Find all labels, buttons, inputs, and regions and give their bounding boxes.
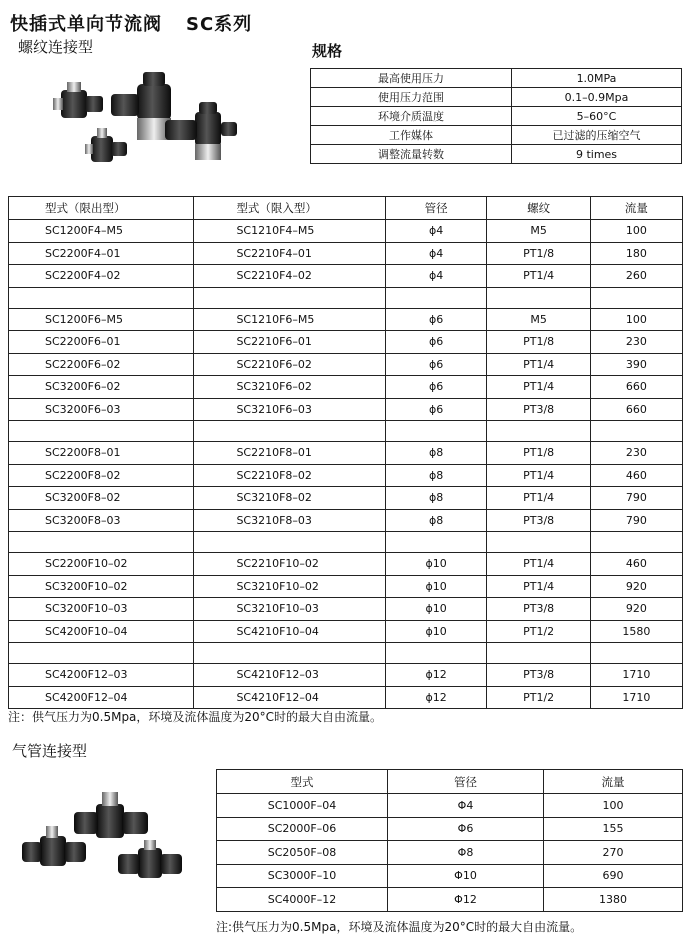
flow-rate: 260 [590,265,682,288]
model-restrict-in: SC4210F10–04 [194,620,385,643]
model-restrict-out: SC2200F6–01 [9,331,194,354]
tube-diameter: ϕ6 [385,353,487,376]
tube-diameter: ϕ12 [385,686,487,709]
table-row [9,442,683,465]
spec-label: 工作媒体 [311,126,512,145]
empty-cell [194,643,385,664]
spec-table [310,68,682,164]
model-restrict-out: SC3200F6–03 [9,398,194,421]
flow-rate: 270 [544,841,683,865]
model-restrict-in: SC2210F4–02 [194,265,385,288]
flow-rate: 100 [544,794,683,818]
spec-label: 调整流量转数 [311,145,512,164]
table-row [9,575,683,598]
table-row [217,841,683,865]
table-row [9,553,683,576]
flow-rate: 460 [590,553,682,576]
spec-value: 1.0MPa [512,69,682,88]
col-header-restrict-in: 型式（限入型） [194,197,385,220]
model-restrict-out: SC2200F6–02 [9,353,194,376]
model-restrict-out: SC1200F4–M5 [9,220,194,243]
model-restrict-in: SC2210F4–01 [194,242,385,265]
tube-diameter: ϕ10 [385,575,487,598]
model-restrict-in: SC3210F10–02 [194,575,385,598]
flow-rate: 390 [590,353,682,376]
model-restrict-in: SC3210F6–03 [194,398,385,421]
table-row [9,242,683,265]
tube-diameter: Φ6 [388,817,544,841]
table-row [9,464,683,487]
empty-cell [194,421,385,442]
thread-size: PT1/4 [487,553,590,576]
table-row [9,598,683,621]
thread-size: PT1/4 [487,575,590,598]
model-restrict-in: SC1210F6–M5 [194,308,385,331]
table-row [9,331,683,354]
model-restrict-out: SC2200F4–02 [9,265,194,288]
footnote-air: 注:供气压力为0.5Mpa，环境及流体温度为20°C时的最大自由流量。 [216,920,583,934]
flow-rate: 155 [544,817,683,841]
empty-cell [487,421,590,442]
spec-value: 9 times [512,145,682,164]
tube-diameter: ϕ8 [385,509,487,532]
spec-heading: 规格 [312,42,343,60]
col-header-flow: 流量 [590,197,682,220]
tube-diameter: ϕ4 [385,242,487,265]
model-restrict-in: SC2210F8–02 [194,464,385,487]
col-header-flow: 流量 [544,770,683,794]
model-restrict-in: SC2210F10–02 [194,553,385,576]
empty-cell [590,532,682,553]
spec-label: 最高使用压力 [311,69,512,88]
table-row [217,794,683,818]
flow-rate: 1710 [590,664,682,687]
tube-diameter: ϕ4 [385,265,487,288]
model-restrict-in: SC3210F10–03 [194,598,385,621]
empty-cell [9,421,194,442]
model-restrict-out: SC4200F12–03 [9,664,194,687]
model-restrict-out: SC1200F6–M5 [9,308,194,331]
tube-diameter: Φ12 [388,888,544,912]
model-restrict-out: SC3200F8–03 [9,509,194,532]
group-separator-row [9,287,683,308]
thread-size: PT3/8 [487,598,590,621]
tube-valves-photo [18,790,193,890]
model: SC2000F–06 [217,817,388,841]
empty-cell [590,287,682,308]
spec-label: 使用压力范围 [311,88,512,107]
empty-cell [9,287,194,308]
model-restrict-in: SC3210F6–02 [194,376,385,399]
tube-diameter: ϕ10 [385,598,487,621]
tube-diameter: ϕ10 [385,553,487,576]
table-row [217,864,683,888]
tube-diameter: ϕ8 [385,442,487,465]
thread-size: PT3/8 [487,509,590,532]
air-table-body [217,794,683,912]
model-restrict-in: SC2210F6–01 [194,331,385,354]
model-restrict-out: SC3200F8–02 [9,487,194,510]
thread-table-body [9,220,683,709]
thread-size: PT1/8 [487,442,590,465]
tube-diameter: Φ10 [388,864,544,888]
thread-size: PT3/8 [487,664,590,687]
tube-diameter: ϕ6 [385,331,487,354]
empty-cell [385,643,487,664]
empty-cell [385,287,487,308]
flow-rate: 690 [544,864,683,888]
tube-diameter: ϕ8 [385,487,487,510]
flow-rate: 660 [590,376,682,399]
thread-size: PT3/8 [487,398,590,421]
model-restrict-out: SC2200F10–02 [9,553,194,576]
tube-diameter: ϕ10 [385,620,487,643]
model-restrict-in: SC3210F8–03 [194,509,385,532]
table-row [217,888,683,912]
flow-rate: 230 [590,442,682,465]
spec-label: 环境介质温度 [311,107,512,126]
group-separator-row [9,532,683,553]
model-restrict-in: SC2210F6–02 [194,353,385,376]
spec-row [311,145,682,164]
col-header-tube-dia: 管径 [385,197,487,220]
model-restrict-out: SC2200F8–01 [9,442,194,465]
table-row [9,620,683,643]
table-row [9,686,683,709]
thread-size: PT1/4 [487,353,590,376]
model-restrict-in: SC3210F8–02 [194,487,385,510]
product-name: 快插式单向节流阀 [10,14,162,35]
flow-rate: 1710 [590,686,682,709]
col-header-tube-dia: 管径 [388,770,544,794]
col-header-restrict-out: 型式（限出型） [9,197,194,220]
tube-diameter: ϕ4 [385,220,487,243]
col-header-thread: 螺纹 [487,197,590,220]
spec-row [311,69,682,88]
table-row [9,308,683,331]
flow-rate: 1580 [590,620,682,643]
group-separator-row [9,643,683,664]
air-model-table [216,769,683,912]
flow-rate: 460 [590,464,682,487]
spec-row [311,88,682,107]
flow-rate: 230 [590,331,682,354]
model-restrict-out: SC4200F10–04 [9,620,194,643]
tube-diameter: Φ4 [388,794,544,818]
footnote-thread: 注：供气压力为0.5Mpa，环境及流体温度为20°C时的最大自由流量。 [8,710,383,724]
empty-cell [194,532,385,553]
tube-diameter: ϕ6 [385,398,487,421]
spec-row [311,126,682,145]
flow-rate: 920 [590,575,682,598]
model-restrict-in: SC4210F12–04 [194,686,385,709]
air-table-header-row [217,770,683,794]
model-restrict-out: SC2200F8–02 [9,464,194,487]
model-restrict-out: SC2200F4–01 [9,242,194,265]
flow-rate: 920 [590,598,682,621]
model-restrict-out: SC3200F10–02 [9,575,194,598]
model-restrict-out: SC4200F12–04 [9,686,194,709]
flow-rate: 180 [590,242,682,265]
product-series: SC系列 [186,14,253,35]
empty-cell [590,421,682,442]
table-row [9,664,683,687]
thread-size: PT1/4 [487,265,590,288]
flow-rate: 1380 [544,888,683,912]
spec-row [311,107,682,126]
flow-rate: 100 [590,308,682,331]
model: SC4000F–12 [217,888,388,912]
thread-size: M5 [487,220,590,243]
thread-size: PT1/4 [487,464,590,487]
flow-rate: 790 [590,487,682,510]
table-row [9,220,683,243]
model: SC1000F–04 [217,794,388,818]
tube-diameter: ϕ6 [385,376,487,399]
empty-cell [385,421,487,442]
thread-table-header-row [9,197,683,220]
thread-size: PT1/4 [487,487,590,510]
model: SC3000F–10 [217,864,388,888]
thread-size: PT1/2 [487,620,590,643]
tube-diameter: Φ8 [388,841,544,865]
tube-diameter: ϕ12 [385,664,487,687]
model-restrict-in: SC4210F12–03 [194,664,385,687]
threaded-valves-photo [45,62,270,184]
table-row [217,817,683,841]
model-restrict-in: SC2210F8–01 [194,442,385,465]
table-row [9,353,683,376]
section-title-air: 气管连接型 [12,742,88,760]
empty-cell [9,643,194,664]
thread-size: M5 [487,308,590,331]
thread-size: PT1/8 [487,331,590,354]
tube-diameter: ϕ8 [385,464,487,487]
spec-table-body [311,69,682,164]
empty-cell [487,643,590,664]
empty-cell [194,287,385,308]
empty-cell [590,643,682,664]
tube-diameter: ϕ6 [385,308,487,331]
model-restrict-out: SC3200F10–03 [9,598,194,621]
section-title-thread: 螺纹连接型 [18,38,94,56]
thread-size: PT1/2 [487,686,590,709]
table-row [9,398,683,421]
empty-cell [487,532,590,553]
model-restrict-out: SC3200F6–02 [9,376,194,399]
flow-rate: 790 [590,509,682,532]
group-separator-row [9,421,683,442]
model-restrict-in: SC1210F4–M5 [194,220,385,243]
empty-cell [385,532,487,553]
thread-size: PT1/4 [487,376,590,399]
flow-rate: 100 [590,220,682,243]
thread-model-table [8,196,683,709]
spec-value: 5–60°C [512,107,682,126]
spec-value: 已过滤的压缩空气 [512,126,682,145]
col-header-model: 型式 [217,770,388,794]
spec-value: 0.1–0.9Mpa [512,88,682,107]
table-row [9,265,683,288]
table-row [9,509,683,532]
empty-cell [487,287,590,308]
flow-rate: 660 [590,398,682,421]
empty-cell [9,532,194,553]
table-row [9,487,683,510]
thread-size: PT1/8 [487,242,590,265]
table-row [9,376,683,399]
model: SC2050F–08 [217,841,388,865]
page-title [10,10,252,36]
